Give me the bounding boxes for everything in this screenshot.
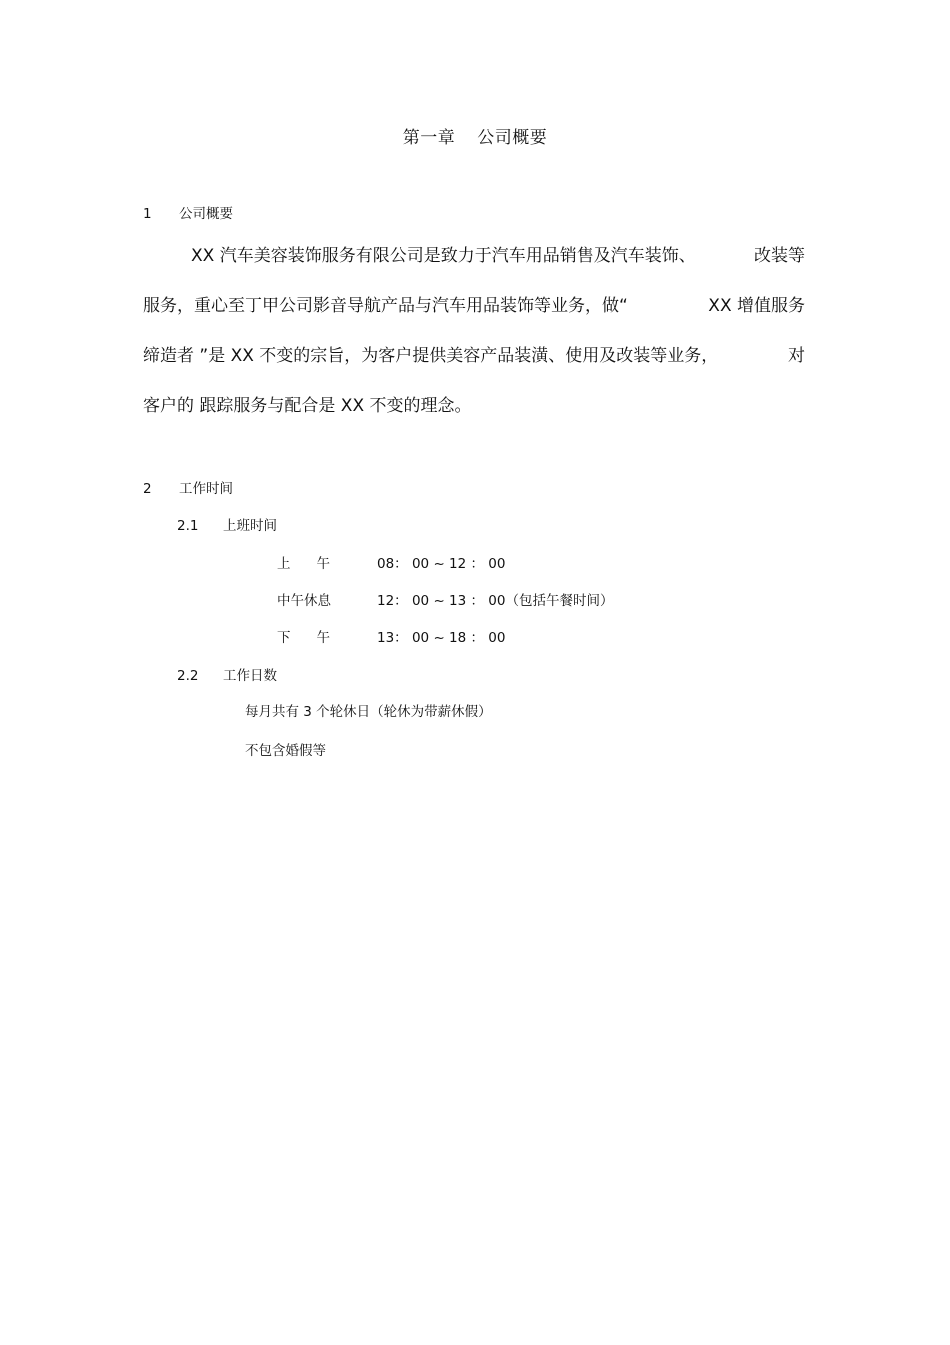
subsection-number: 2.1	[177, 518, 199, 534]
paragraph-line: XX 汽车美容装饰服务有限公司是致力于汽车用品销售及汽车装饰、 改装等	[191, 246, 805, 266]
schedule-time: 12： 00 ~ 13 ： 00（包括午餐时间）	[377, 593, 614, 609]
chapter-title	[0, 123, 950, 148]
workdays-note: 每月共有 3 个轮休日（轮休为带薪休假）	[245, 704, 492, 720]
schedule-time: 13： 00 ~ 18 ： 00	[377, 630, 506, 646]
schedule-row-afternoon	[277, 626, 505, 646]
section-number: 1	[143, 206, 152, 222]
subsection-title: 上班时间	[223, 518, 277, 534]
chapter-name: 公司概要	[477, 128, 548, 148]
schedule-row-morning	[277, 552, 505, 572]
schedule-label: 下午	[277, 630, 356, 646]
subsection-title: 工作日数	[223, 668, 277, 684]
section-title: 公司概要	[179, 206, 233, 222]
company-overview-paragraph	[143, 231, 805, 431]
section-2-heading	[143, 477, 233, 497]
subsection-number: 2.2	[177, 668, 199, 684]
section-1-heading	[143, 202, 233, 222]
chapter-number: 第一章	[402, 128, 456, 148]
section-title: 工作时间	[179, 481, 233, 497]
leave-note: 不包含婚假等	[245, 743, 326, 759]
section-number: 2	[143, 481, 152, 497]
schedule-row-noon	[277, 589, 613, 609]
schedule-label: 中午休息	[277, 593, 331, 609]
schedule-label: 上午	[277, 556, 356, 572]
paragraph-line: 缔造者 ”是 XX 不变的宗旨，为客户提供美容产品装潢、使用及改装等业务， 对	[143, 346, 805, 366]
paragraph-line: 服务，重心至丁甲公司影音导航产品与汽车用品装饰等业务，做“ XX 增值服务	[143, 296, 805, 316]
schedule-time: 08： 00 ~ 12 ： 00	[377, 556, 506, 572]
subsection-2-2-heading	[177, 664, 277, 684]
subsection-2-1-heading	[177, 514, 277, 534]
paragraph-line: 客户的 跟踪服务与配合是 XX 不变的理念。	[143, 396, 472, 416]
